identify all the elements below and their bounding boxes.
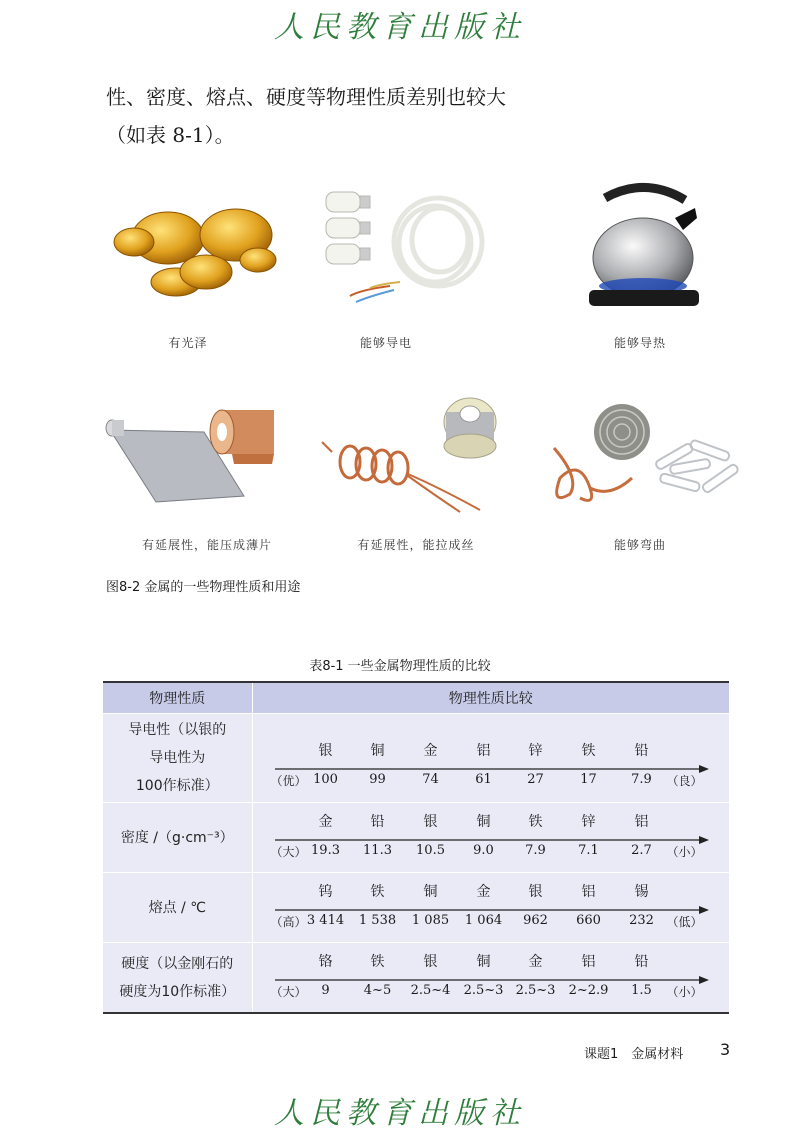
metal-value: 2.5~3 xyxy=(515,983,556,998)
scale-end-label: （小） xyxy=(666,985,703,999)
publisher-logo-top: 人民教育出版社 xyxy=(274,10,526,45)
metal-name: 金 xyxy=(423,743,438,759)
metal-name: 铁 xyxy=(370,884,385,900)
scale-end-label: （低） xyxy=(666,915,703,929)
metal-name: 金 xyxy=(528,954,543,970)
scale-start-label: （高） xyxy=(270,915,307,929)
metal-name: 铜 xyxy=(476,954,491,970)
metal-value: 4~5 xyxy=(363,983,392,998)
metal-name: 金 xyxy=(476,884,491,900)
metal-value: 100 xyxy=(313,772,338,787)
metal-value: 2~2.9 xyxy=(568,983,609,998)
metal-name: 铝 xyxy=(476,743,491,759)
metal-name: 铁 xyxy=(528,814,543,830)
property-label: 硬度（以金刚石的 硬度为10作标准） xyxy=(103,943,252,1014)
metal-names xyxy=(253,811,730,831)
metal-value: 7.9 xyxy=(525,843,546,858)
metal-name: 铁 xyxy=(370,954,385,970)
property-label: 熔点 / ℃ xyxy=(103,873,252,943)
chapter-footer: 课题1 金属材料 xyxy=(584,1047,684,1062)
metal-value: 17 xyxy=(580,772,597,787)
scale-start-label: （优） xyxy=(270,774,307,788)
foil-and-copper-roll-photo xyxy=(104,402,284,506)
metal-name: 银 xyxy=(318,743,333,759)
metal-value: 1 538 xyxy=(358,913,397,928)
metal-name: 银 xyxy=(528,884,543,900)
metal-names xyxy=(253,740,730,760)
metal-value: 74 xyxy=(422,772,439,787)
wire-and-spool-photo xyxy=(320,392,500,516)
caption-sheet: 有延展性，能压成薄片 xyxy=(141,538,272,552)
kettle-photo xyxy=(585,178,705,313)
header-comparison: 物理性质比较 xyxy=(252,682,729,714)
metal-value: 2.7 xyxy=(631,843,652,858)
metal-name: 锌 xyxy=(581,814,596,830)
bulbs-and-cable-photo xyxy=(320,186,490,306)
metal-value: 660 xyxy=(576,913,601,928)
metal-name: 铝 xyxy=(634,814,649,830)
table-row xyxy=(103,803,729,873)
caption-thermal: 能够导热 xyxy=(613,336,666,350)
table-row xyxy=(103,943,729,1014)
publisher-logo-bottom: 人民教育出版社 xyxy=(274,1096,526,1131)
metal-name: 铅 xyxy=(634,954,649,970)
metal-name: 金 xyxy=(318,814,333,830)
page-number: 3 xyxy=(720,1040,731,1059)
comparison-scale xyxy=(253,714,730,802)
table-caption: 表8-1 一些金属物理性质的比较 xyxy=(309,659,491,674)
metal-name: 银 xyxy=(423,954,438,970)
caption-luster: 有光泽 xyxy=(168,336,208,350)
property-label: 导电性（以银的 导电性为 100作标准） xyxy=(103,714,252,803)
metal-names xyxy=(253,881,730,901)
scale-end-label: （良） xyxy=(666,774,703,788)
metal-value: 10.5 xyxy=(416,843,445,858)
property-label: 密度 /（g·cm⁻³） xyxy=(103,803,252,873)
metal-name: 铝 xyxy=(581,884,596,900)
metal-value: 962 xyxy=(523,913,548,928)
metal-name: 铬 xyxy=(318,954,333,970)
metal-name: 钨 xyxy=(318,884,333,900)
bendable-metals-photo xyxy=(540,398,750,510)
scale-end-label: （小） xyxy=(666,845,703,859)
metal-value: 1.5 xyxy=(631,983,652,998)
metal-name: 铅 xyxy=(634,743,649,759)
metal-value: 27 xyxy=(527,772,544,787)
metal-name: 铅 xyxy=(370,814,385,830)
metal-name: 铝 xyxy=(581,954,596,970)
metal-names xyxy=(253,951,730,971)
metal-name: 铜 xyxy=(370,743,385,759)
metal-value: 2.5~4 xyxy=(410,983,451,998)
body-paragraph: 性、密度、熔点、硬度等物理性质差别也较大（如表 8-1）。 xyxy=(106,85,506,147)
metal-value: 7.1 xyxy=(578,843,599,858)
scale-start-label: （大） xyxy=(270,845,307,859)
metal-value: 99 xyxy=(369,772,386,787)
metal-value: 7.9 xyxy=(631,772,652,787)
header-property: 物理性质 xyxy=(103,682,252,714)
metal-values xyxy=(253,843,730,863)
table-row xyxy=(103,714,729,803)
table-row xyxy=(103,873,729,943)
metal-name: 铁 xyxy=(581,743,596,759)
metal-value: 232 xyxy=(629,913,654,928)
scale-start-label: （大） xyxy=(270,985,307,999)
comparison-scale xyxy=(253,873,730,942)
metal-name: 锌 xyxy=(528,743,543,759)
comparison-scale xyxy=(253,803,730,872)
metal-value: 1 064 xyxy=(464,913,503,928)
metal-value: 11.3 xyxy=(363,843,392,858)
metal-value: 3 414 xyxy=(306,913,345,928)
metal-name: 铜 xyxy=(423,884,438,900)
metal-value: 9 xyxy=(321,983,330,998)
comparison-scale xyxy=(253,943,730,1012)
metal-value: 9.0 xyxy=(473,843,494,858)
metal-value: 61 xyxy=(475,772,492,787)
gold-coins-photo xyxy=(108,200,278,300)
metal-values xyxy=(253,772,730,792)
caption-wire: 有延展性，能拉成丝 xyxy=(357,538,475,552)
metal-value: 1 085 xyxy=(411,913,450,928)
figure-caption: 图8-2 金属的一些物理性质和用途 xyxy=(106,580,301,595)
caption-bend: 能够弯曲 xyxy=(613,538,666,552)
metal-properties-table xyxy=(103,681,729,1014)
metal-values xyxy=(253,913,730,933)
caption-conductivity: 能够导电 xyxy=(359,336,412,350)
metal-value: 2.5~3 xyxy=(463,983,504,998)
metal-values xyxy=(253,983,730,1003)
metal-value: 19.3 xyxy=(311,843,340,858)
metal-name: 银 xyxy=(423,814,438,830)
metal-name: 锡 xyxy=(634,884,649,900)
metal-name: 铜 xyxy=(476,814,491,830)
